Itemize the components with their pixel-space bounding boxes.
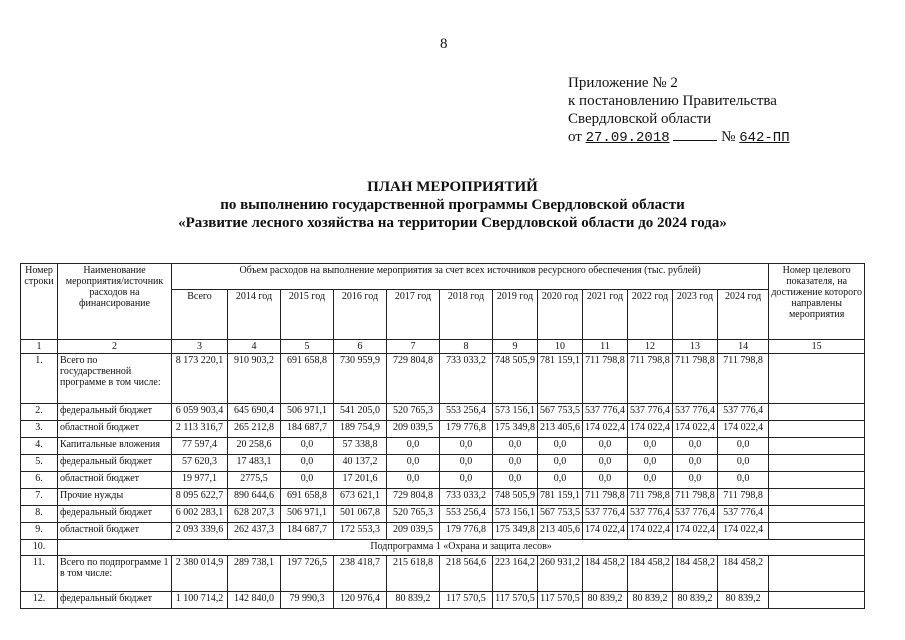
column-number: 6 [334, 340, 387, 354]
row-value: 57 338,8 [334, 438, 387, 455]
row-value: 20 258,6 [228, 438, 281, 455]
row-number: 3. [21, 421, 58, 438]
row-value: 179 776,8 [440, 523, 493, 540]
row-value: 19 977,1 [172, 472, 228, 489]
row-value: 197 726,5 [281, 556, 334, 592]
row-value: 2 380 014,9 [172, 556, 228, 592]
header-year: Всего [172, 290, 228, 340]
row-value: 265 212,8 [228, 421, 281, 438]
row-value: 673 621,1 [334, 489, 387, 506]
row-value: 238 418,7 [334, 556, 387, 592]
table-row [21, 421, 865, 438]
row-number: 9. [21, 523, 58, 540]
row-value: 0,0 [440, 438, 493, 455]
row-value: 0,0 [718, 438, 769, 455]
subprogram-title: Подпрограмма 1 «Охрана и защита лесов» [58, 540, 865, 556]
row-value: 80 839,2 [583, 592, 628, 609]
row-value: 184 458,2 [673, 556, 718, 592]
column-number: 4 [228, 340, 281, 354]
column-number: 11 [583, 340, 628, 354]
date-underline [673, 140, 717, 141]
header-volume: Объем расходов на выполнение мероприятия за счет всех источников ресурсного обеспечения (тыс. рублей) [172, 264, 769, 290]
row-value: 2 113 316,7 [172, 421, 228, 438]
row-value: 0,0 [628, 472, 673, 489]
row-number: 5. [21, 455, 58, 472]
appendix-line1: Приложение № 2 [568, 75, 678, 91]
row-name: Капитальные вложения [58, 438, 172, 455]
row-name: федеральный бюджет [58, 592, 172, 609]
row-value: 213 405,6 [538, 523, 583, 540]
row-value: 541 205,0 [334, 404, 387, 421]
row-value: 0,0 [387, 438, 440, 455]
row-value: 573 156,1 [493, 506, 538, 523]
row-name: федеральный бюджет [58, 506, 172, 523]
row-value: 537 776,4 [583, 404, 628, 421]
row-value: 174 022,4 [673, 421, 718, 438]
row-value: 80 839,2 [718, 592, 769, 609]
row-value: 506 971,1 [281, 404, 334, 421]
column-number: 7 [387, 340, 440, 354]
column-number: 5 [281, 340, 334, 354]
row-target [769, 421, 865, 438]
header-year: 2022 год [628, 290, 673, 340]
row-value: 2 093 339,6 [172, 523, 228, 540]
row-value: 729 804,8 [387, 489, 440, 506]
title-line1: ПЛАН МЕРОПРИЯТИЙ [367, 179, 538, 195]
row-value: 8 095 622,7 [172, 489, 228, 506]
row-name: областной бюджет [58, 523, 172, 540]
header-year: 2016 год [334, 290, 387, 340]
row-value: 189 754,9 [334, 421, 387, 438]
header-year: 2019 год [493, 290, 538, 340]
row-target [769, 354, 865, 404]
row-value: 691 658,8 [281, 354, 334, 404]
row-value: 0,0 [718, 472, 769, 489]
row-name: Всего по государственной программе в том числе: [58, 354, 172, 404]
row-value: 117 570,5 [538, 592, 583, 609]
row-value: 184 458,2 [718, 556, 769, 592]
row-name: областной бюджет [58, 421, 172, 438]
row-value: 0,0 [387, 455, 440, 472]
table-row [21, 455, 865, 472]
column-number: 3 [172, 340, 228, 354]
page-number: 8 [440, 36, 448, 52]
row-value: 537 776,4 [718, 404, 769, 421]
row-value: 0,0 [538, 455, 583, 472]
row-value: 184 687,7 [281, 523, 334, 540]
row-value: 0,0 [673, 438, 718, 455]
row-value: 215 618,8 [387, 556, 440, 592]
row-value: 553 256,4 [440, 404, 493, 421]
row-value: 567 753,5 [538, 404, 583, 421]
row-value: 184 458,2 [583, 556, 628, 592]
row-value: 1 100 714,2 [172, 592, 228, 609]
table-row [21, 489, 865, 506]
row-value: 729 804,8 [387, 354, 440, 404]
row-value: 17 483,1 [228, 455, 281, 472]
row-value: 0,0 [281, 438, 334, 455]
appendix-line3: Свердловской области [568, 111, 712, 127]
row-target [769, 506, 865, 523]
row-value: 179 776,8 [440, 421, 493, 438]
row-value: 748 505,9 [493, 489, 538, 506]
plan-table [20, 263, 865, 609]
document-title [0, 178, 905, 232]
row-target [769, 472, 865, 489]
row-target [769, 438, 865, 455]
row-value: 573 156,1 [493, 404, 538, 421]
row-value: 537 776,4 [583, 506, 628, 523]
row-value: 501 067,8 [334, 506, 387, 523]
row-number: 8. [21, 506, 58, 523]
row-value: 711 798,8 [583, 489, 628, 506]
row-name: федеральный бюджет [58, 404, 172, 421]
row-value: 174 022,4 [628, 523, 673, 540]
appendix-block [568, 74, 790, 147]
appendix-line2: к постановлению Правительства [568, 93, 777, 109]
row-value: 289 738,1 [228, 556, 281, 592]
column-number: 15 [769, 340, 865, 354]
subprogram-row [21, 540, 865, 556]
row-number: 1. [21, 354, 58, 404]
column-number: 9 [493, 340, 538, 354]
row-value: 6 059 903,4 [172, 404, 228, 421]
column-number: 14 [718, 340, 769, 354]
row-value: 910 903,2 [228, 354, 281, 404]
row-value: 260 931,2 [538, 556, 583, 592]
row-value: 0,0 [628, 438, 673, 455]
row-target [769, 489, 865, 506]
row-value: 537 776,4 [673, 506, 718, 523]
row-value: 0,0 [673, 472, 718, 489]
row-value: 567 753,5 [538, 506, 583, 523]
column-number: 1 [21, 340, 58, 354]
row-value: 0,0 [583, 455, 628, 472]
header-year: 2017 год [387, 290, 440, 340]
row-value: 537 776,4 [628, 506, 673, 523]
row-value: 711 798,8 [673, 354, 718, 404]
row-value: 748 505,9 [493, 354, 538, 404]
row-value: 2775,5 [228, 472, 281, 489]
header-name: Наименование мероприятия/источник расходов на финансирование [58, 264, 172, 340]
row-number: 12. [21, 592, 58, 609]
row-value: 537 776,4 [628, 404, 673, 421]
row-target [769, 523, 865, 540]
row-value: 553 256,4 [440, 506, 493, 523]
row-value: 174 022,4 [583, 523, 628, 540]
row-target [769, 556, 865, 592]
row-value: 175 349,8 [493, 421, 538, 438]
header-year: 2020 год [538, 290, 583, 340]
row-value: 0,0 [583, 472, 628, 489]
row-value: 79 990,3 [281, 592, 334, 609]
table-row [21, 506, 865, 523]
column-number: 12 [628, 340, 673, 354]
row-value: 8 173 220,1 [172, 354, 228, 404]
table-row [21, 556, 865, 592]
row-value: 0,0 [493, 472, 538, 489]
row-value: 711 798,8 [673, 489, 718, 506]
row-name: Всего по подпрограмме 1 в том числе: [58, 556, 172, 592]
row-value: 711 798,8 [718, 489, 769, 506]
row-value: 209 039,5 [387, 523, 440, 540]
row-value: 781 159,1 [538, 354, 583, 404]
row-value: 0,0 [673, 455, 718, 472]
row-value: 537 776,4 [673, 404, 718, 421]
row-value: 174 022,4 [583, 421, 628, 438]
row-value: 0,0 [440, 455, 493, 472]
row-value: 0,0 [538, 472, 583, 489]
row-value: 520 765,3 [387, 506, 440, 523]
column-number: 8 [440, 340, 493, 354]
row-value: 6 002 283,1 [172, 506, 228, 523]
row-value: 0,0 [281, 472, 334, 489]
row-name: федеральный бюджет [58, 455, 172, 472]
appendix-date-line [568, 128, 790, 147]
row-number: 10. [21, 540, 58, 556]
row-value: 172 553,3 [334, 523, 387, 540]
row-value: 733 033,2 [440, 489, 493, 506]
row-value: 218 564,6 [440, 556, 493, 592]
row-value: 80 839,2 [387, 592, 440, 609]
row-value: 223 164,2 [493, 556, 538, 592]
row-value: 0,0 [718, 455, 769, 472]
row-value: 628 207,3 [228, 506, 281, 523]
header-year: 2018 год [440, 290, 493, 340]
row-value: 711 798,8 [628, 354, 673, 404]
row-value: 781 159,1 [538, 489, 583, 506]
table-row [21, 354, 865, 404]
row-value: 174 022,4 [628, 421, 673, 438]
row-value: 142 840,0 [228, 592, 281, 609]
row-value: 0,0 [440, 472, 493, 489]
row-target [769, 592, 865, 609]
date-prefix: от [568, 129, 582, 145]
number-prefix: № [721, 129, 736, 145]
row-value: 890 644,6 [228, 489, 281, 506]
decree-number: 642-ПП [739, 130, 790, 146]
row-value: 174 022,4 [718, 523, 769, 540]
row-value: 77 597,4 [172, 438, 228, 455]
row-number: 4. [21, 438, 58, 455]
row-value: 0,0 [493, 455, 538, 472]
header-year: 2024 год [718, 290, 769, 340]
title-line2: по выполнению государственной программы Свердловской области [220, 197, 685, 213]
column-number: 10 [538, 340, 583, 354]
row-value: 117 570,5 [440, 592, 493, 609]
row-value: 506 971,1 [281, 506, 334, 523]
row-value: 733 033,2 [440, 354, 493, 404]
row-number: 11. [21, 556, 58, 592]
row-value: 711 798,8 [583, 354, 628, 404]
row-value: 184 687,7 [281, 421, 334, 438]
row-value: 209 039,5 [387, 421, 440, 438]
row-value: 174 022,4 [718, 421, 769, 438]
table-row [21, 438, 865, 455]
row-value: 0,0 [493, 438, 538, 455]
row-number: 6. [21, 472, 58, 489]
table-row [21, 404, 865, 421]
table-row [21, 472, 865, 489]
row-value: 711 798,8 [718, 354, 769, 404]
row-target [769, 404, 865, 421]
header-target: Номер целевого показателя, на достижение которого направлены мероприятия [769, 264, 865, 340]
row-value: 0,0 [281, 455, 334, 472]
column-number: 13 [673, 340, 718, 354]
row-value: 711 798,8 [628, 489, 673, 506]
header-year: 2021 год [583, 290, 628, 340]
table-row [21, 523, 865, 540]
header-row-number: Номер строки [21, 264, 58, 340]
row-value: 691 658,8 [281, 489, 334, 506]
row-value: 213 405,6 [538, 421, 583, 438]
header-year: 2023 год [673, 290, 718, 340]
row-value: 730 959,9 [334, 354, 387, 404]
row-value: 17 201,6 [334, 472, 387, 489]
row-value: 0,0 [538, 438, 583, 455]
row-value: 0,0 [628, 455, 673, 472]
header-year: 2014 год [228, 290, 281, 340]
row-value: 0,0 [583, 438, 628, 455]
row-name: Прочие нужды [58, 489, 172, 506]
row-value: 80 839,2 [673, 592, 718, 609]
decree-date: 27.09.2018 [585, 130, 670, 146]
column-number: 2 [58, 340, 172, 354]
row-value: 0,0 [387, 472, 440, 489]
row-value: 120 976,4 [334, 592, 387, 609]
row-value: 645 690,4 [228, 404, 281, 421]
row-number: 7. [21, 489, 58, 506]
row-target [769, 455, 865, 472]
row-value: 117 570,5 [493, 592, 538, 609]
row-name: областной бюджет [58, 472, 172, 489]
row-value: 520 765,3 [387, 404, 440, 421]
row-value: 262 437,3 [228, 523, 281, 540]
row-value: 57 620,3 [172, 455, 228, 472]
row-value: 174 022,4 [673, 523, 718, 540]
title-line3: «Развитие лесного хозяйства на территории Свердловской области до 2024 года» [178, 215, 727, 231]
row-value: 40 137,2 [334, 455, 387, 472]
row-value: 184 458,2 [628, 556, 673, 592]
header-year: 2015 год [281, 290, 334, 340]
row-number: 2. [21, 404, 58, 421]
table-row [21, 592, 865, 609]
row-value: 175 349,8 [493, 523, 538, 540]
row-value: 537 776,4 [718, 506, 769, 523]
row-value: 80 839,2 [628, 592, 673, 609]
